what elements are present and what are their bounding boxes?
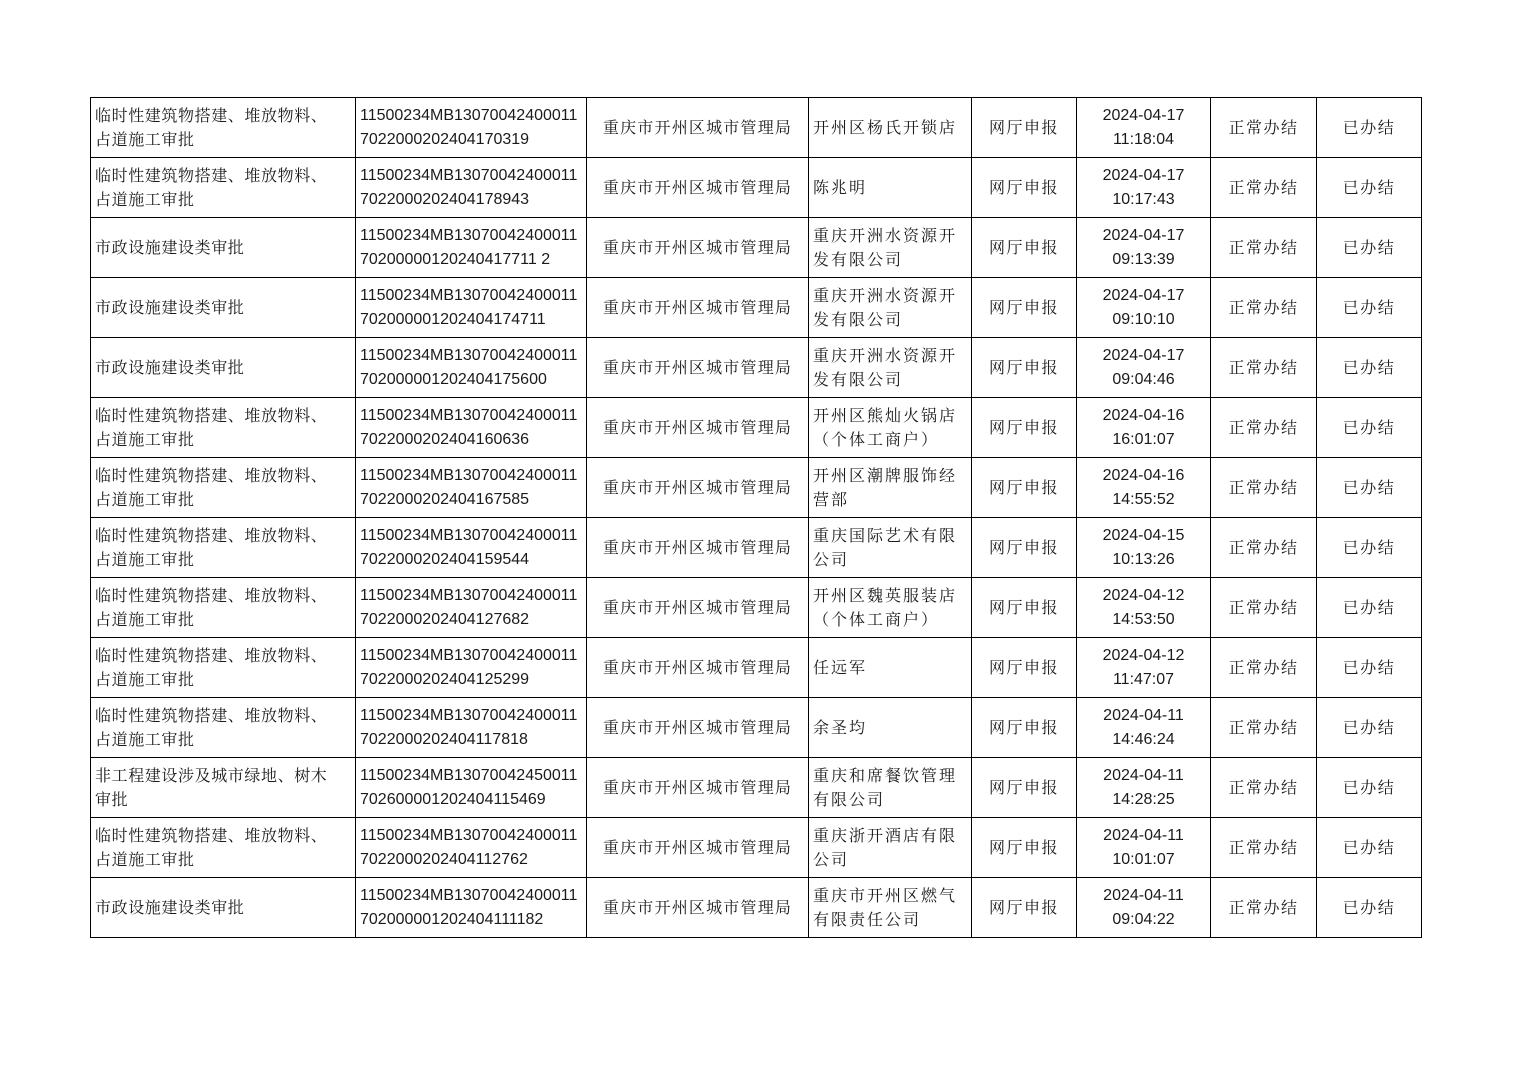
approval-item-cell [91, 578, 356, 638]
applicant-line: 有限公司 [813, 789, 886, 809]
department-cell: 重庆市开州区城市管理局 [587, 518, 809, 578]
case-number-cell [356, 158, 587, 218]
table-row [91, 458, 1422, 518]
channel-cell: 网厅申报 [972, 218, 1077, 278]
channel-cell: 网厅申报 [972, 878, 1077, 938]
case-number-line: 70200000120240417711 2 [360, 250, 551, 268]
applicant-line: 重庆国际艺术有限 [813, 525, 958, 545]
completion-time-cell [1077, 878, 1211, 938]
department-cell: 重庆市开州区城市管理局 [587, 158, 809, 218]
applicant-line: 重庆开洲水资源开 [813, 345, 958, 365]
case-number-line: 7022000202404117818 [360, 730, 528, 748]
case-number-cell [356, 638, 587, 698]
result-cell: 正常办结 [1211, 338, 1317, 398]
approval-item-line: 占道施工审批 [95, 129, 195, 149]
case-number-cell [356, 458, 587, 518]
approval-item-line: 临时性建筑物搭建、堆放物料、 [95, 165, 328, 185]
department-cell: 重庆市开州区城市管理局 [587, 578, 809, 638]
case-number-line: 702000001202404174711 [360, 310, 546, 328]
completion-time-line: 2024-04-15 [1102, 526, 1185, 544]
approval-item-cell [91, 278, 356, 338]
channel-cell: 网厅申报 [972, 758, 1077, 818]
result-cell: 正常办结 [1211, 638, 1317, 698]
applicant-line: 公司 [813, 549, 850, 569]
result-cell: 正常办结 [1211, 578, 1317, 638]
approval-item-line: 临时性建筑物搭建、堆放物料、 [95, 825, 328, 845]
approval-item-line: 占道施工审批 [95, 549, 195, 569]
case-number-line: 7022000202404170319 [360, 130, 530, 148]
status-cell: 已办结 [1317, 878, 1422, 938]
case-number-line: 7022000202404127682 [360, 610, 530, 628]
completion-time-line: 2024-04-16 [1102, 406, 1185, 424]
table-row [91, 578, 1422, 638]
case-number-line: 11500234MB13070042400011 [360, 886, 578, 904]
approval-item-line: 占道施工审批 [95, 489, 195, 509]
approval-item-line: 市政设施建设类审批 [95, 297, 245, 317]
approval-item-cell [91, 338, 356, 398]
case-number-line: 7022000202404178943 [360, 190, 530, 208]
applicant-cell [809, 338, 972, 398]
approval-item-cell [91, 158, 356, 218]
approval-item-line: 市政设施建设类审批 [95, 357, 245, 377]
case-number-cell [356, 398, 587, 458]
completion-time-cell [1077, 398, 1211, 458]
channel-cell: 网厅申报 [972, 698, 1077, 758]
completion-time-line: 2024-04-17 [1102, 166, 1185, 184]
completion-time-line: 2024-04-17 [1102, 226, 1185, 244]
status-cell: 已办结 [1317, 758, 1422, 818]
applicant-line: 陈兆明 [813, 177, 868, 197]
channel-cell: 网厅申报 [972, 338, 1077, 398]
channel-cell: 网厅申报 [972, 158, 1077, 218]
table-row [91, 218, 1422, 278]
table-row [91, 518, 1422, 578]
completion-time-line: 09:04:46 [1112, 370, 1175, 388]
channel-cell: 网厅申报 [972, 578, 1077, 638]
case-number-cell [356, 98, 587, 158]
approval-item-line: 占道施工审批 [95, 189, 195, 209]
completion-time-line: 09:13:39 [1112, 250, 1175, 268]
completion-time-line: 16:01:07 [1112, 430, 1175, 448]
applicant-cell [809, 578, 972, 638]
applicant-line: 重庆和席餐饮管理 [813, 765, 958, 785]
case-number-line: 7022000202404125299 [360, 670, 530, 688]
completion-time-cell [1077, 338, 1211, 398]
case-number-line: 11500234MB13070042450011 [360, 766, 578, 784]
status-cell: 已办结 [1317, 158, 1422, 218]
approval-item-cell [91, 638, 356, 698]
completion-time-line: 2024-04-11 [1103, 886, 1184, 904]
table-row [91, 758, 1422, 818]
applicant-cell [809, 758, 972, 818]
case-number-line: 11500234MB13070042400011 [360, 226, 578, 244]
status-cell: 已办结 [1317, 818, 1422, 878]
applicant-line: 营部 [813, 489, 850, 509]
completion-time-cell [1077, 698, 1211, 758]
case-number-line: 7022000202404167585 [360, 490, 530, 508]
applicant-cell [809, 458, 972, 518]
applicant-line: （个体工商户） [813, 429, 940, 449]
approval-item-line: 占道施工审批 [95, 729, 195, 749]
records-table [90, 97, 1422, 938]
department-cell: 重庆市开州区城市管理局 [587, 818, 809, 878]
applicant-line: 公司 [813, 849, 850, 869]
status-cell: 已办结 [1317, 98, 1422, 158]
applicant-line: 开州区魏英服装店 [813, 585, 958, 605]
department-cell: 重庆市开州区城市管理局 [587, 278, 809, 338]
completion-time-line: 2024-04-17 [1102, 286, 1185, 304]
department-cell: 重庆市开州区城市管理局 [587, 878, 809, 938]
result-cell: 正常办结 [1211, 278, 1317, 338]
case-number-cell [356, 518, 587, 578]
approval-item-line: 临时性建筑物搭建、堆放物料、 [95, 105, 328, 125]
case-number-line: 7022000202404159544 [360, 550, 530, 568]
approval-item-cell [91, 98, 356, 158]
applicant-line: 有限责任公司 [813, 909, 922, 929]
result-cell: 正常办结 [1211, 758, 1317, 818]
approval-item-line: 非工程建设涉及城市绿地、树木 [95, 765, 328, 785]
department-cell: 重庆市开州区城市管理局 [587, 758, 809, 818]
department-cell: 重庆市开州区城市管理局 [587, 338, 809, 398]
completion-time-line: 2024-04-11 [1103, 826, 1184, 844]
completion-time-cell [1077, 638, 1211, 698]
completion-time-line: 2024-04-17 [1102, 346, 1185, 364]
result-cell: 正常办结 [1211, 518, 1317, 578]
completion-time-line: 11:18:04 [1112, 130, 1175, 148]
status-cell: 已办结 [1317, 398, 1422, 458]
applicant-line: 重庆市开州区燃气 [813, 885, 958, 905]
approval-item-line: 占道施工审批 [95, 609, 195, 629]
completion-time-cell [1077, 818, 1211, 878]
case-number-cell [356, 758, 587, 818]
case-number-line: 702600001202404115469 [360, 790, 546, 808]
channel-cell: 网厅申报 [972, 818, 1077, 878]
applicant-cell [809, 278, 972, 338]
approval-item-cell [91, 818, 356, 878]
applicant-cell [809, 158, 972, 218]
completion-time-line: 14:55:52 [1112, 490, 1175, 508]
applicant-line: 发有限公司 [813, 249, 904, 269]
status-cell: 已办结 [1317, 698, 1422, 758]
completion-time-line: 10:17:43 [1112, 190, 1175, 208]
completion-time-cell [1077, 758, 1211, 818]
result-cell: 正常办结 [1211, 398, 1317, 458]
case-number-line: 11500234MB13070042400011 [360, 346, 578, 364]
table-row [91, 338, 1422, 398]
completion-time-line: 2024-04-12 [1102, 646, 1185, 664]
result-cell: 正常办结 [1211, 218, 1317, 278]
case-number-line: 11500234MB13070042400011 [360, 106, 578, 124]
channel-cell: 网厅申报 [972, 458, 1077, 518]
department-cell: 重庆市开州区城市管理局 [587, 98, 809, 158]
table-row [91, 98, 1422, 158]
completion-time-line: 10:01:07 [1112, 850, 1175, 868]
applicant-cell [809, 638, 972, 698]
applicant-line: 重庆开洲水资源开 [813, 225, 958, 245]
completion-time-line: 10:13:26 [1112, 550, 1175, 568]
table-row [91, 698, 1422, 758]
approval-item-line: 临时性建筑物搭建、堆放物料、 [95, 585, 328, 605]
applicant-line: 发有限公司 [813, 369, 904, 389]
completion-time-cell [1077, 458, 1211, 518]
result-cell: 正常办结 [1211, 158, 1317, 218]
case-number-line: 11500234MB13070042400011 [360, 526, 578, 544]
applicant-line: 余圣均 [813, 717, 868, 737]
department-cell: 重庆市开州区城市管理局 [587, 458, 809, 518]
case-number-cell [356, 338, 587, 398]
case-number-line: 11500234MB13070042400011 [360, 586, 578, 604]
table-row [91, 878, 1422, 938]
completion-time-line: 2024-04-17 [1102, 106, 1185, 124]
approval-item-cell [91, 398, 356, 458]
approval-item-cell [91, 218, 356, 278]
case-number-cell [356, 698, 587, 758]
approval-item-line: 临时性建筑物搭建、堆放物料、 [95, 405, 328, 425]
approval-item-line: 临时性建筑物搭建、堆放物料、 [95, 525, 328, 545]
completion-time-line: 2024-04-11 [1103, 706, 1184, 724]
approval-item-line: 市政设施建设类审批 [95, 897, 245, 917]
status-cell: 已办结 [1317, 458, 1422, 518]
approval-item-cell [91, 878, 356, 938]
result-cell: 正常办结 [1211, 818, 1317, 878]
applicant-cell [809, 398, 972, 458]
completion-time-line: 2024-04-12 [1102, 586, 1185, 604]
completion-time-line: 2024-04-16 [1102, 466, 1185, 484]
approval-item-line: 市政设施建设类审批 [95, 237, 245, 257]
applicant-line: 开州区熊灿火锅店 [813, 405, 958, 425]
completion-time-cell [1077, 98, 1211, 158]
applicant-cell [809, 698, 972, 758]
status-cell: 已办结 [1317, 338, 1422, 398]
completion-time-line: 09:10:10 [1112, 310, 1175, 328]
case-number-line: 11500234MB13070042400011 [360, 646, 578, 664]
approval-item-line: 占道施工审批 [95, 669, 195, 689]
case-number-cell [356, 218, 587, 278]
channel-cell: 网厅申报 [972, 638, 1077, 698]
case-number-cell [356, 878, 587, 938]
applicant-line: 发有限公司 [813, 309, 904, 329]
applicant-line: 重庆开洲水资源开 [813, 285, 958, 305]
approval-item-cell [91, 698, 356, 758]
approval-item-line: 临时性建筑物搭建、堆放物料、 [95, 465, 328, 485]
case-number-line: 7022000202404112762 [360, 850, 528, 868]
result-cell: 正常办结 [1211, 878, 1317, 938]
case-number-line: 11500234MB13070042400011 [360, 406, 578, 424]
completion-time-line: 11:47:07 [1112, 670, 1175, 688]
case-number-cell [356, 578, 587, 638]
completion-time-line: 14:28:25 [1112, 790, 1175, 808]
case-number-line: 11500234MB13070042400011 [360, 166, 578, 184]
status-cell: 已办结 [1317, 638, 1422, 698]
result-cell: 正常办结 [1211, 698, 1317, 758]
department-cell: 重庆市开州区城市管理局 [587, 638, 809, 698]
case-number-cell [356, 278, 587, 338]
table-row [91, 818, 1422, 878]
status-cell: 已办结 [1317, 518, 1422, 578]
result-cell: 正常办结 [1211, 98, 1317, 158]
department-cell: 重庆市开州区城市管理局 [587, 698, 809, 758]
case-number-line: 11500234MB13070042400011 [360, 466, 578, 484]
completion-time-line: 2024-04-11 [1103, 766, 1184, 784]
completion-time-cell [1077, 278, 1211, 338]
applicant-cell [809, 518, 972, 578]
approval-item-line: 审批 [95, 789, 129, 809]
applicant-cell [809, 218, 972, 278]
completion-time-cell [1077, 158, 1211, 218]
department-cell: 重庆市开州区城市管理局 [587, 218, 809, 278]
completion-time-line: 14:46:24 [1112, 730, 1175, 748]
approval-item-line: 临时性建筑物搭建、堆放物料、 [95, 705, 328, 725]
completion-time-line: 09:04:22 [1112, 910, 1175, 928]
applicant-line: （个体工商户） [813, 609, 940, 629]
table-row [91, 638, 1422, 698]
approval-item-cell [91, 518, 356, 578]
status-cell: 已办结 [1317, 218, 1422, 278]
records-table-body [91, 98, 1422, 938]
department-cell: 重庆市开州区城市管理局 [587, 398, 809, 458]
approval-item-cell [91, 758, 356, 818]
approval-item-line: 占道施工审批 [95, 429, 195, 449]
applicant-cell [809, 818, 972, 878]
approval-item-cell [91, 458, 356, 518]
completion-time-cell [1077, 578, 1211, 638]
applicant-line: 开州区潮牌服饰经 [813, 465, 958, 485]
table-row [91, 278, 1422, 338]
case-number-line: 702000001202404175600 [360, 370, 547, 388]
approval-item-line: 占道施工审批 [95, 849, 195, 869]
applicant-line: 重庆浙开酒店有限 [813, 825, 958, 845]
completion-time-line: 14:53:50 [1112, 610, 1175, 628]
result-cell: 正常办结 [1211, 458, 1317, 518]
approval-item-line: 临时性建筑物搭建、堆放物料、 [95, 645, 328, 665]
applicant-line: 任远军 [813, 657, 868, 677]
status-cell: 已办结 [1317, 578, 1422, 638]
applicant-cell [809, 98, 972, 158]
channel-cell: 网厅申报 [972, 398, 1077, 458]
applicant-cell [809, 878, 972, 938]
case-number-line: 702000001202404111182 [360, 910, 544, 928]
applicant-line: 开州区杨氏开锁店 [813, 117, 958, 137]
table-row [91, 158, 1422, 218]
case-number-line: 11500234MB13070042400011 [360, 706, 578, 724]
case-number-line: 7022000202404160636 [360, 430, 530, 448]
case-number-line: 11500234MB13070042400011 [360, 826, 578, 844]
table-row [91, 398, 1422, 458]
completion-time-cell [1077, 518, 1211, 578]
case-number-line: 11500234MB13070042400011 [360, 286, 578, 304]
case-number-cell [356, 818, 587, 878]
channel-cell: 网厅申报 [972, 518, 1077, 578]
status-cell: 已办结 [1317, 278, 1422, 338]
channel-cell: 网厅申报 [972, 98, 1077, 158]
channel-cell: 网厅申报 [972, 278, 1077, 338]
completion-time-cell [1077, 218, 1211, 278]
